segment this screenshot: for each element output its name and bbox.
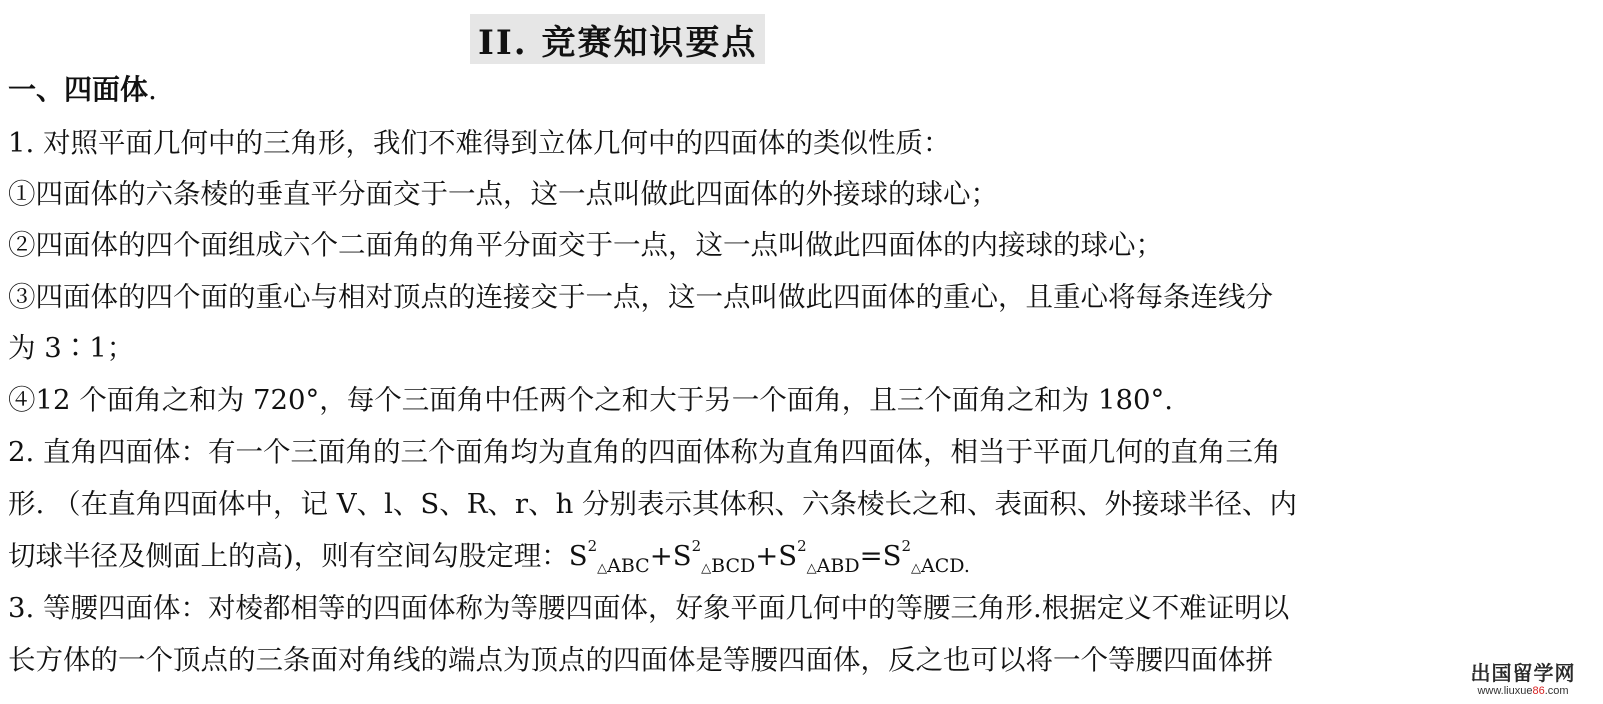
paragraph-1: 1. 对照平面几何中的三角形，我们不难得到立体几何中的四面体的类似性质： (8, 127, 951, 159)
property-item-4: ④12 个面角之和为 720°，每个三面角中任两个之和大于另一个面角，且三个面角之和为 180°. (8, 384, 1173, 416)
property-item-3-cont: 为 3∶1； (8, 332, 135, 364)
paragraph-2-line-1: 2. 直角四面体：有一个三面角的三个面角均为直角的四面体称为直角四面体，相当于平面几何的直角三角 (8, 436, 1281, 468)
document-title: II. 竞赛知识要点 (478, 22, 758, 63)
title-highlight (470, 14, 765, 64)
paragraph-3-line-1: 3. 等腰四面体：对棱都相等的四面体称为等腰四面体，好象平面几何中的等腰三角形.根据定义不难证明以 (8, 592, 1290, 624)
section-heading-text: 一、四面体 (8, 73, 149, 106)
watermark-url: www.liuxue86.com (1477, 685, 1569, 697)
paragraph-2-line-3 (8, 536, 970, 576)
property-item-1: ①四面体的六条棱的垂直平分面交于一点，这一点叫做此四面体的外接球的球心； (8, 178, 998, 210)
pythagorean-formula: $S^2_{\triangle ABC}+S^2_{\triangle BCD}+S^2_{\triangle ABD}=S^2_{\triangle ACD.}$ (568, 537, 970, 577)
watermark-logo (1453, 663, 1593, 698)
paragraph-2-line-3-text: 切球半径及侧面上的高)，则有空间勾股定理： (8, 540, 569, 572)
paragraph-2-line-2: 形. （在直角四面体中，记 V、l、S、R、r、h 分别表示其体积、六条棱长之和、表面积、外接球半径、内 (8, 488, 1298, 520)
section-heading-dot: . (148, 73, 157, 106)
property-item-3: ③四面体的四个面的重心与相对顶点的连接交于一点，这一点叫做此四面体的重心，且重心将每条连线分 (8, 281, 1273, 313)
paragraph-3-line-2: 长方体的一个顶点的三条面对角线的端点为顶点的四面体是等腰四面体，反之也可以将一个等腰四面体拼 (8, 644, 1273, 676)
section-heading (8, 70, 157, 110)
watermark-text: 出国留学网 (1470, 663, 1576, 685)
property-item-2: ②四面体的四个面组成六个二面角的角平分面交于一点，这一点叫做此四面体的内接球的球心； (8, 229, 1163, 261)
